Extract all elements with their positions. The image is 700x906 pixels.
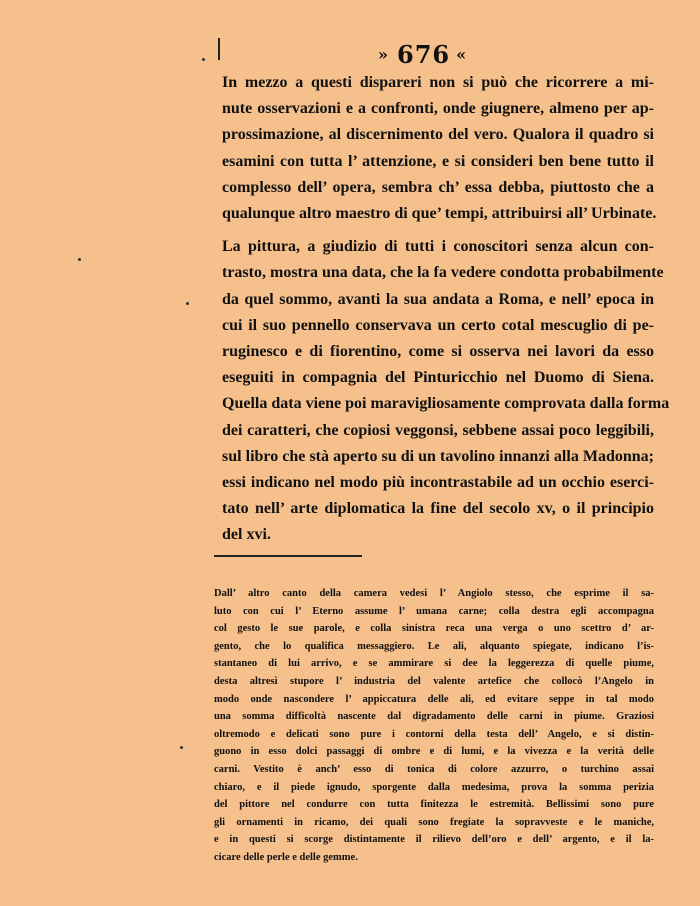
- footnote-line: e in questi si scorge distintamente il rilievo dell’oro e dell’ argento, e il la-: [214, 834, 654, 846]
- text-line: del xvi.: [222, 526, 271, 544]
- page-number: [378, 40, 467, 69]
- right-ornament-icon: «: [456, 45, 468, 64]
- text-line: La pittura, a giudizio di tutti i conoscitori senza alcun con-: [222, 238, 654, 256]
- speck: [202, 58, 205, 61]
- footnote-line: luto con cui l’ Eterno assume l’ umana carne; colla destra egli accompagna: [214, 605, 654, 617]
- speck: [78, 258, 81, 261]
- paragraph-2: [222, 234, 670, 548]
- text-line: tato nell’ arte diplomatica la fine del secolo xv, o il principio: [222, 500, 654, 518]
- text-line: nute osservazioni e a confronti, onde giugnere, almeno per ap-: [222, 100, 654, 118]
- text-line: complesso dell’ opera, sembra ch’ essa debba, piuttosto che a: [222, 178, 654, 196]
- speck: [186, 302, 189, 305]
- footnote-line: gento, che lo qualifica messaggiero. Le ali, alquanto spiegate, indicano l’is-: [214, 640, 654, 652]
- text-line: In mezzo a questi dispareri non si può che ricorrere a mi-: [222, 74, 654, 91]
- footnote-line: Dall’ altro canto della camera vedesi l’ Angiolo stesso, che esprime il sa-: [214, 588, 654, 599]
- text-line: Quella data viene poi maravigliosamente comprovata dalla forma: [222, 395, 670, 413]
- footnote-line: carni. Vestito è anch’ esso di tonica di colore azzurro, o turchino assai: [214, 763, 654, 775]
- footnote-line: gli ornamenti in ricamo, dei quali sono fregiate la sopravveste e le maniche,: [214, 816, 654, 828]
- text-line: dei caratteri, che copiosi veggonsi, sebbene assai poco leggibili,: [222, 421, 654, 439]
- text-line: eseguiti in compagnia del Pinturicchio nel Duomo di Siena.: [222, 369, 654, 387]
- footnote-line: modo onde nascondere l’ appiccatura delle ali, ed evitare seppe in tal modo: [214, 693, 654, 705]
- footnote-line: del pittore nel condurre con tutta finitezza le estremità. Bellissimi sono pure: [214, 799, 654, 811]
- footnote-line: stantaneo di lui arrivo, e se ammirare si dee la leggerezza di quelle piume,: [214, 658, 654, 670]
- footnote-line: col gesto le sue parole, e colla sinistra reca una verga o uno scettro d’ ar-: [214, 623, 654, 635]
- footnote-line: chiaro, e il piede ignudo, sporgente dalla medesima, prova la somma perizia: [214, 781, 654, 793]
- text-line: sul libro che stà aperto su di un tavolino innanzi alla Madonna;: [222, 447, 654, 465]
- page-number-value: 676: [397, 40, 451, 69]
- text-line: cui il suo pennello conservava un certo cotal mescuglio di pe-: [222, 316, 654, 334]
- main-text: [222, 70, 670, 556]
- footnote-line: oltremodo e delicati sono pure i contorni della testa dell’ Angelo, e si distin-: [214, 728, 654, 740]
- text-line: ruginesco e di fiorentino, come si osserva nei lavori da esso: [222, 343, 654, 361]
- footnote-line: una somma difficoltà nascente dal digradamento delle carni in piume. Graziosi: [214, 711, 654, 723]
- footnote-line: guono in esso dolci passaggi di ombre e di lumi, e la vivezza e la verità delle: [214, 746, 654, 758]
- speck: [180, 746, 183, 749]
- text-line: trasto, mostra una data, che la fa vedere condotta probabilmente: [222, 264, 664, 282]
- paragraph-1: [222, 70, 657, 227]
- text-line: prossimazione, al discernimento del vero. Qualora il quadro si: [222, 126, 654, 144]
- text-line: da quel sommo, avanti la sua andata a Roma, e nell’ epoca in: [222, 290, 654, 308]
- text-line: esamini con tutta l’ attenzione, e si consideri ben bene tutto il: [222, 152, 654, 170]
- footnote-divider: [214, 555, 362, 557]
- footnote-line: cicare delle perle e delle gemme.: [214, 851, 358, 863]
- text-line: essi indicano nel modo più incontrastabile ad un occhio eserci-: [222, 474, 654, 492]
- left-ornament-icon: »: [378, 45, 389, 64]
- footnote-line: desta altresì stupore l’ industria del valente artefice che collocò l’Angelo in: [214, 675, 654, 687]
- ink-mark: [218, 38, 220, 60]
- text-line: qualunque altro maestro di que’ tempi, attribuirsi all’ Urbinate.: [222, 205, 657, 223]
- footnote: [214, 585, 654, 867]
